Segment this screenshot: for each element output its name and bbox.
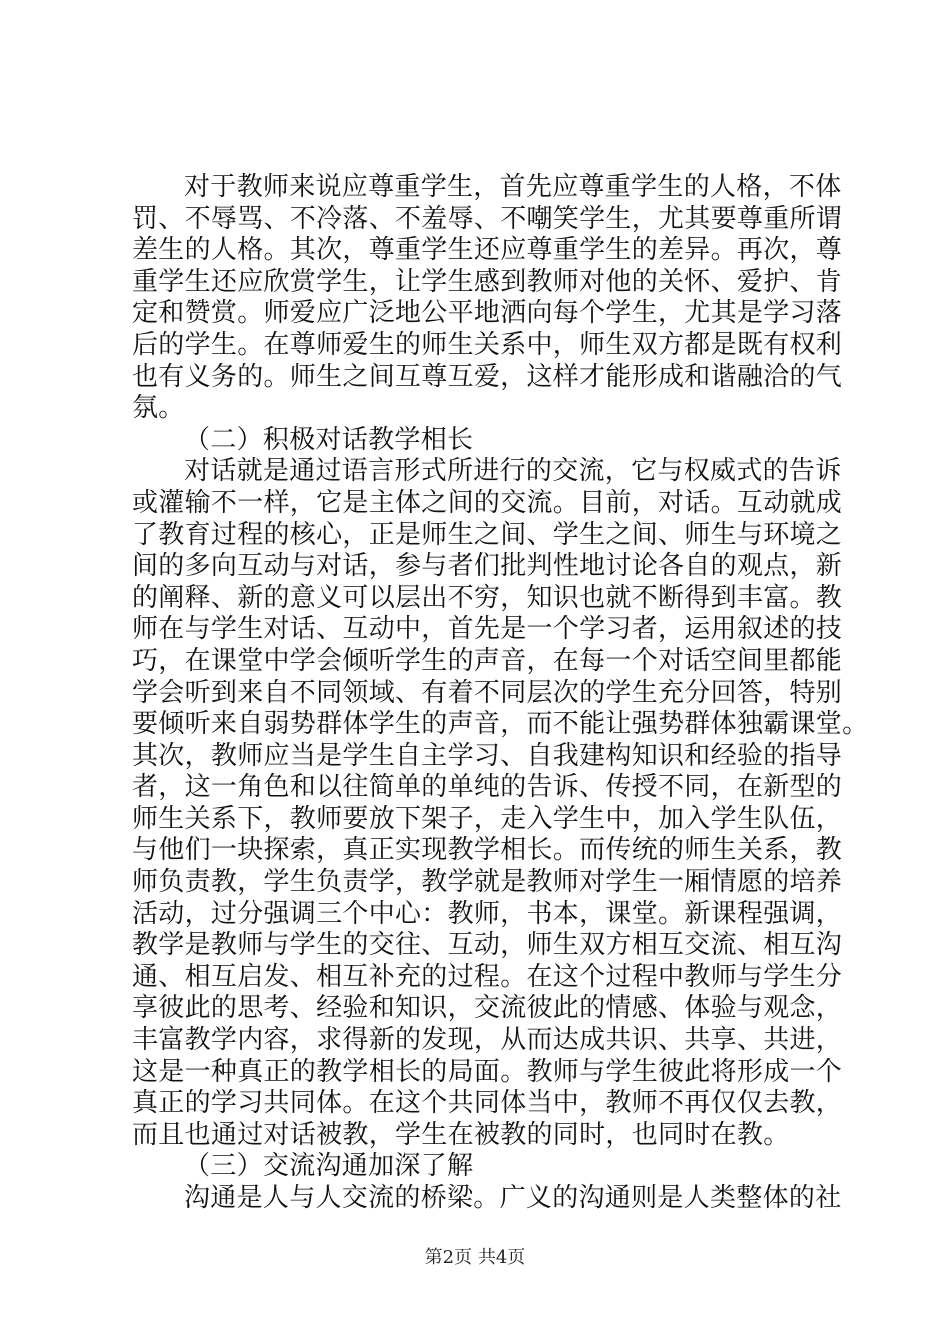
paragraph-line: 而且也通过对话被教，学生在被教的同时，也同时在教。 xyxy=(132,1119,790,1150)
paragraph-line: 定和赞赏。师爱应广泛地公平地洒向每个学生，尤其是学习落 xyxy=(132,298,843,329)
paragraph-line: 对话就是通过语言形式所进行的交流，它与权威式的告诉 xyxy=(184,456,842,487)
paragraph-line: 重学生还应欣赏学生，让学生感到教师对他的关怀、爱护、肯 xyxy=(132,266,843,297)
section-heading: （三）交流沟通加深了解 xyxy=(184,1151,474,1182)
section-heading: （二）积极对话教学相长 xyxy=(184,424,474,455)
paragraph-line: 对于教师来说应尊重学生，首先应尊重学生的人格，不体 xyxy=(184,172,842,202)
paragraph-line: 这是一种真正的教学相长的局面。教师与学生彼此将形成一个 xyxy=(132,1056,843,1087)
paragraph-line: 其次，教师应当是学生自主学习、自我建构知识和经验的指导 xyxy=(132,740,843,771)
paragraph-line: 了教育过程的核心，正是师生之间、学生之间、师生与环境之 xyxy=(132,519,843,550)
paragraph-line: 与他们一块探索，真正实现教学相长。而传统的师生关系，教 xyxy=(132,835,843,866)
paragraph-line: 学会听到来自不同领域、有着不同层次的学生充分回答，特别 xyxy=(132,677,843,708)
paragraph-line: 丰富教学内容，求得新的发现，从而达成共识、共享、共进， xyxy=(132,1025,843,1056)
paragraph-line: 后的学生。在尊师爱生的师生关系中，师生双方都是既有权利 xyxy=(132,329,843,360)
paragraph-line: 通、相互启发、相互补充的过程。在这个过程中教师与学生分 xyxy=(132,961,843,992)
paragraph-line: 者，这一角色和以往简单的单纯的告诉、传授不同，在新型的 xyxy=(132,772,843,803)
paragraph-line: 享彼此的思考、经验和知识，交流彼此的情感、体验与观念， xyxy=(132,993,843,1024)
paragraph-line: 差生的人格。其次，尊重学生还应尊重学生的差异。再次，尊 xyxy=(132,235,843,266)
paragraph-line: 或灌输不一样，它是主体之间的交流。目前，对话。互动就成 xyxy=(132,487,843,518)
paragraph-line: 氛。 xyxy=(132,393,185,424)
paragraph-line: 师在与学生对话、互动中，首先是一个学习者，运用叙述的技 xyxy=(132,614,843,645)
paragraph-line: 师负责教，学生负责学，教学就是教师对学生一厢情愿的培养 xyxy=(132,867,843,898)
paragraph-line: 活动，过分强调三个中心：教师，书本，课堂。新课程强调， xyxy=(132,898,843,929)
page-number-footer: 第2页 共4页 xyxy=(424,1247,526,1268)
body-text xyxy=(132,172,869,1215)
paragraph-line: 教学是教师与学生的交往、互动，师生双方相互交流、相互沟 xyxy=(132,930,843,961)
paragraph-line: 沟通是人与人交流的桥梁。广义的沟通则是人类整体的社 xyxy=(184,1183,842,1213)
paragraph-line: 间的多向互动与对话，参与者们批判性地讨论各自的观点，新 xyxy=(132,551,843,582)
paragraph-line: 巧，在课堂中学会倾听学生的声音，在每一个对话空间里都能 xyxy=(132,645,843,676)
paragraph-line: 的阐释、新的意义可以层出不穷，知识也就不断得到丰富。教 xyxy=(132,582,843,613)
paragraph-line: 真正的学习共同体。在这个共同体当中，教师不再仅仅去教， xyxy=(132,1088,843,1119)
paragraph-line: 也有义务的。师生之间互尊互爱，这样才能形成和谐融洽的气 xyxy=(132,361,843,392)
paragraph-line: 师生关系下，教师要放下架子，走入学生中，加入学生队伍， xyxy=(132,803,843,834)
paragraph-line: 要倾听来自弱势群体学生的声音，而不能让强势群体独霸课堂。 xyxy=(132,709,869,740)
paragraph-line: 罚、不辱骂、不冷落、不羞辱、不嘲笑学生，尤其要尊重所谓 xyxy=(132,203,843,234)
